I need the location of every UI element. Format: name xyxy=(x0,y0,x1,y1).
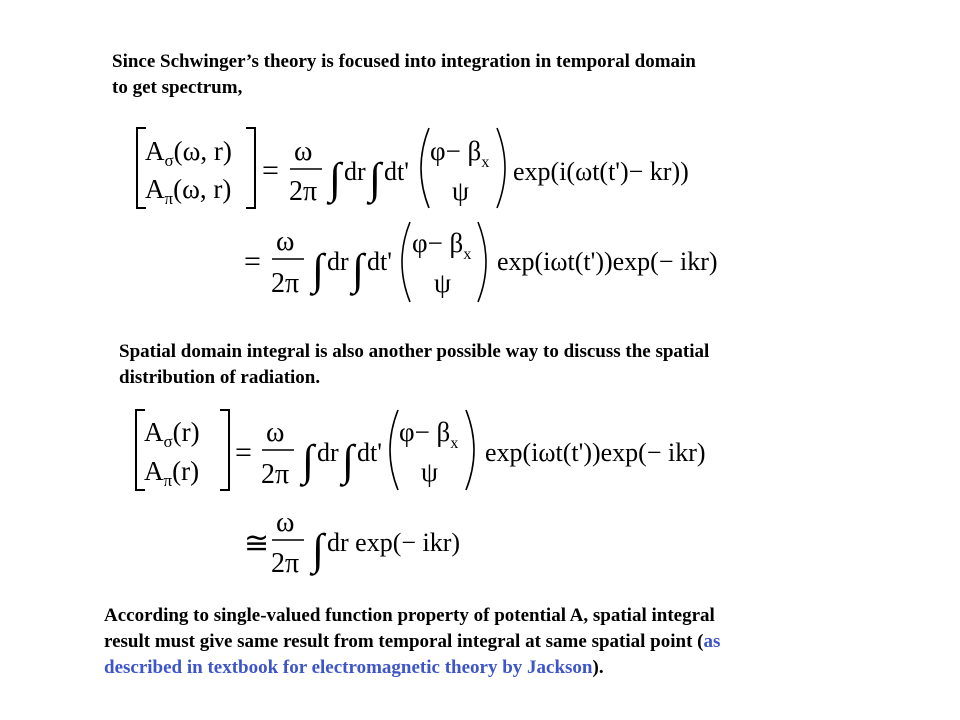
equation-1-line-2 xyxy=(244,222,718,302)
integral-sign: ∫ xyxy=(312,525,325,574)
right-paren xyxy=(466,410,474,490)
left-paren xyxy=(402,222,410,302)
equals-sign: = xyxy=(235,436,252,469)
left-paren xyxy=(390,410,398,490)
exponential-term: exp(i(ωt(t')− kr)) xyxy=(513,157,689,186)
column-psi: ψ xyxy=(452,176,469,206)
differential-dt: dt' xyxy=(367,247,392,276)
fraction-denominator: 2π xyxy=(289,176,318,207)
intro-line-1: Since Schwinger’s theory is focused into integration in temporal domain xyxy=(112,51,696,72)
column-phi-beta: $\varphi- \beta_x$ xyxy=(399,417,459,452)
column-psi: ψ xyxy=(434,268,451,298)
middle-line-1: Spatial domain integral is also another possible way to discuss the spatial xyxy=(119,341,710,362)
conclusion-line-1: According to single-valued function property of potential A, spatial integral xyxy=(104,605,715,626)
conclusion-line-2-text: result must give same result from temporal integral at same spatial point ( xyxy=(104,631,704,652)
integral-sign-2: ∫ xyxy=(352,245,365,294)
equation-2-line-2 xyxy=(244,507,460,579)
vector-a-pi: $A_\pi(r)$ xyxy=(144,456,200,490)
right-paren xyxy=(497,128,505,208)
differential-dr: dr xyxy=(317,438,339,467)
integral-sign-1: ∫ xyxy=(302,436,315,485)
differential-dr: dr xyxy=(344,157,366,186)
fraction-numerator: ω xyxy=(276,226,295,257)
differential-dt: dt' xyxy=(357,438,382,467)
right-paren xyxy=(478,222,486,302)
equals-sign: = xyxy=(262,154,279,187)
exponential-term: exp(iωt(t'))exp(− ikr) xyxy=(497,247,718,276)
jackson-reference: described in textbook for electromagnetic theory by Jackson xyxy=(104,657,593,678)
column-phi-beta: $\varphi- \beta_x$ xyxy=(412,228,472,263)
equation-1-line-1 xyxy=(137,128,689,208)
differential-dr: dr xyxy=(327,247,349,276)
conclusion-line-2 xyxy=(104,629,720,655)
fraction-denominator: 2π xyxy=(271,268,300,299)
equals-sign: = xyxy=(244,245,261,278)
middle-line-2: distribution of radiation. xyxy=(119,367,321,388)
conclusion-line-3 xyxy=(104,655,720,681)
exponential-term: exp(iωt(t'))exp(− ikr) xyxy=(485,438,706,467)
fraction-numerator: ω xyxy=(276,507,295,538)
integral-sign-1: ∫ xyxy=(312,245,325,294)
integral-sign-2: ∫ xyxy=(342,436,355,485)
middle-paragraph xyxy=(119,339,709,391)
conclusion-line-3-end: ). xyxy=(592,657,604,678)
vector-a-sigma: $A_\sigma(r)$ xyxy=(144,417,200,451)
right-square-bracket xyxy=(220,410,229,490)
intro-line-2: to get spectrum, xyxy=(112,77,243,98)
fraction-denominator: 2π xyxy=(271,548,300,579)
equation-2-line-1 xyxy=(136,410,706,490)
fraction-denominator: 2π xyxy=(261,459,290,490)
fraction-numerator: ω xyxy=(266,417,285,448)
jackson-reference-start: as xyxy=(703,631,721,652)
integral-sign-1: ∫ xyxy=(329,154,342,203)
vector-a-sigma: $A_\sigma(\omega$, r) xyxy=(145,136,232,170)
integral-term: dr exp(− ikr) xyxy=(327,528,461,557)
left-paren xyxy=(421,128,429,208)
column-psi: ψ xyxy=(421,457,438,487)
column-phi-beta: $\varphi- \beta_x$ xyxy=(430,136,490,171)
conclusion-paragraph xyxy=(104,603,720,681)
right-square-bracket xyxy=(246,128,255,208)
vector-a-pi: $A_\pi(\omega$, r) xyxy=(145,174,232,208)
integral-sign-2: ∫ xyxy=(369,154,382,203)
approx-equal-sign: ≅ xyxy=(244,527,270,560)
fraction-numerator: ω xyxy=(294,136,313,167)
differential-dt: dt' xyxy=(384,157,409,186)
